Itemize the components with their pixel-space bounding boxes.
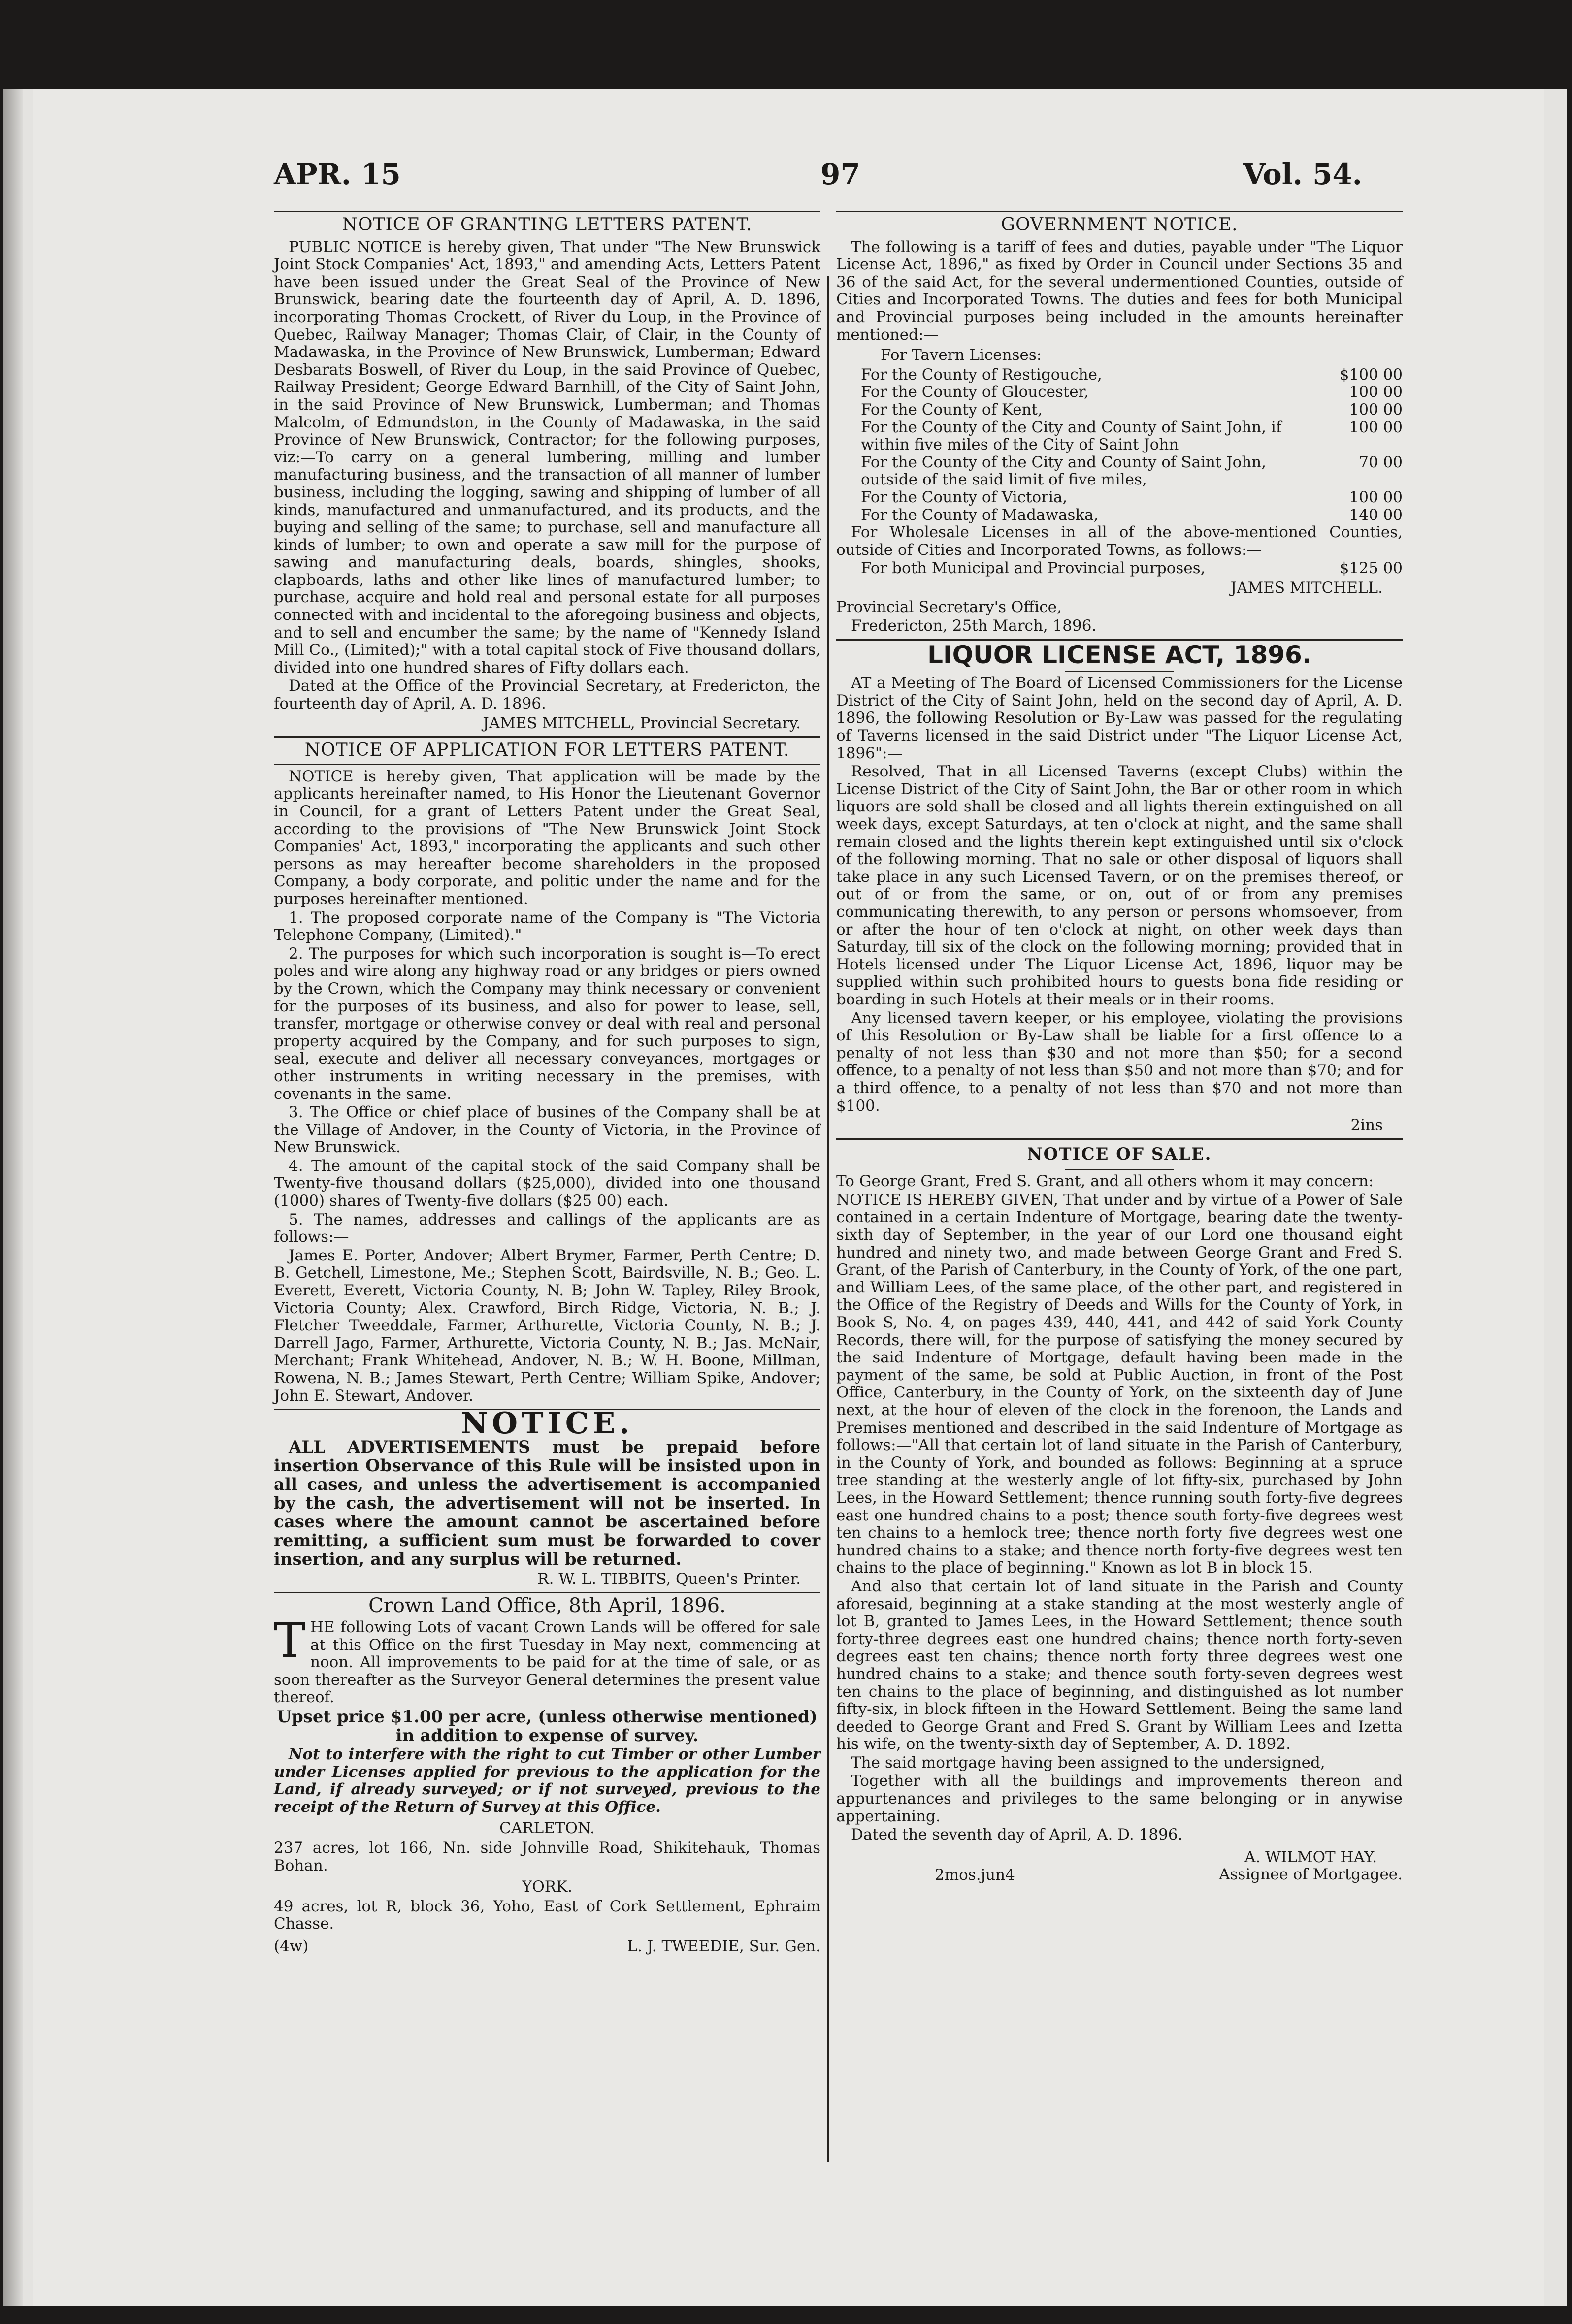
wholesale-label: For both Municipal and Provincial purposes, (861, 559, 1206, 578)
crown-land-signature: L. J. TWEEDIE, Sur. Gen. (627, 1937, 820, 1955)
page-number: 97 (820, 158, 860, 191)
crown-land-body (274, 1613, 820, 1707)
binding-shadow (3, 89, 23, 2306)
crown-land-text: HE following Lots of vacant Crown Lands will be offered for sale at this Office on the first Tuesday in May next, commencing at noon. All improvements to be paid for at the time of sale, or as soon thereafter as the Surveyor General determines the present value thereof. (274, 1618, 820, 1707)
government-intro: The following is a tariff of fees and duties, payable under "The Liquor License Act, 1896," as fixed by Order in Council under Sections 35 and 36 of the said Act, for the several undermentioned Counties, outside of Cities and Incorporated Towns. The duties and fees for both Municipal and Provincial purposes being included in the amounts hereinafter mentioned:— (836, 238, 1403, 344)
wholesale-amount: $125 00 (1339, 559, 1403, 578)
government-office-date: Fredericton, 25th March, 1896. (851, 617, 1097, 635)
letters-patent-signature: JAMES MITCHELL, Provincial Secretary. (483, 714, 801, 732)
tariff-label: For the County of Restigouche, (861, 365, 1102, 384)
sale-signature-block (1219, 1849, 1403, 1884)
column-divider (827, 276, 829, 2162)
tariff-label: For the County of the City and County of Saint John, if within five miles of the City of Saint John (861, 418, 1282, 454)
drop-cap: T (274, 1613, 306, 1668)
application-item-2: 2. The purposes for which such incorporation is sought is—To erect poles and wire along any highway road or any bridges or piers owned by the Crown, which the Company may think necessary or convenient for the purposes of its business, and also for power to lease, sell, transfer, mortgage or otherwise convey or deal with real and personal property acquired by the Company, and for such purposes to sign, seal, execute and deliver all necessary conveyances, mortgages or other instruments in writing necessary in the premises, with covenants in the same. (274, 944, 820, 1103)
tariff-amount: 100 00 (1349, 400, 1403, 419)
tavern-licenses-heading: For Tavern Licenses: (881, 346, 1042, 364)
letters-patent-body: PUBLIC NOTICE is hereby given, That under "The New Brunswick Joint Stock Companies' Act, 1893," and amending Acts, Letters Patent have been issued under the Great Seal of the Province of New Brunswick, bearing date the fourteenth day of April, A. D. 1896, incorporating Thomas Crockett, of River du Loup, in the Province of Quebec, Railway Manager; Thomas Clair, of Clair, in the County of Madawaska, in the Province of New Brunswick, Lumberman; Edward Desbarats Boswell, of River du Loup, in the said Province of Quebec, Railway President; George Edward Barnhill, of the City of Saint John, in the said Province of New Brunswick, Lumberman; and Thomas Malcolm, of Edmundston, in the County of Madawaska, in the said Province of New Brunswick, Contractor; for the following purposes, viz:—To carry on a general lumbering, milling and lumber manufacturing business, and the transaction of all manner of lumber business, including the logging, sawing and shipping of lumber of all kinds, manufactured and unmanufactured, and its products, and the buying and selling of the same; to purchase, sell and manufacture all kinds of lumber; to own and operate a saw mill for the purpose of sawing and manufacturing deals, boards, shingles, shooks, clapboards, laths and other like lines of manufactured lumber; to purchase, acquire and hold real and personal estate for all purposes connected with and incidental to the aforegoing business and objects, and to sell and encumber the same; by the name of "Kennedy Island Mill Co., (Limited);" with a total capital stock of Five thousand dollars, divided into one hundred shares of Fifty dollars each. (274, 238, 820, 677)
application-title: NOTICE OF APPLICATION FOR LETTERS PATENT. (304, 740, 790, 761)
application-item-4: 4. The amount of the capital stock of the said Company shall be Twenty-five thousand dollars ($25,000), divided into one thousand (1000) shares of Twenty-five dollars ($25 00) each. (274, 1157, 820, 1210)
notice-body: ALL ADVERTISEMENTS must be prepaid before insertion Observance of this Rule will be insisted upon in all cases, and unless the advertisement is accompanied by the cash, the advertisement will not be inserted. In cases where the amount cannot be ascertained before remitting, a sufficient sum must be forwarded to cover insertion, and any surplus will be returned. (274, 1437, 820, 1569)
wholesale-text: For Wholesale Licenses in all of the above-mentioned Counties, outside of Cities and Incorporated Towns, as follows:— (836, 523, 1403, 559)
tariff-row (861, 419, 1403, 454)
section-rule (274, 764, 820, 765)
letters-patent-title: NOTICE OF GRANTING LETTERS PATENT. (342, 215, 753, 235)
application-item-5: 5. The names, addresses and callings of the applicants are as follows:— (274, 1210, 820, 1246)
top-rule (274, 211, 820, 212)
sale-body-1: NOTICE IS HEREBY GIVEN, That under and by virtue of a Power of Sale contained in a certain Indenture of Mortgage, bearing date the twenty-sixth day of September, in the year of our Lord one thousand eight hundred and ninety two, and made between George Grant and Fred S. Grant, of the Parish of Canterbury, in the County of York, of the one part, and William Lees, of the same place, of the other part, and registered in the Office of the Registry of Deeds and Wills for the County of York, in Book S, No. 4, on pages 439, 440, 441, and 442 of said York County Records, there will, for the purpose of satisfying the money secured by the said Indenture of Mortgage, default having been made in the payment of the same, be sold at Public Auction, in front of the Post Office, Canterbury, in the County of York, on the sixteenth day of June next, at the hour of eleven of the clock in the forenoon, the Lands and Premises mentioned and described in the said Indenture of Mortgage as follows:—"All that certain lot of land situate in the Parish of Canterbury, in the County of York, and bounded as follows: Beginning at a spruce tree standing at the westerly angle of lot fifty-six, purchased by John Lees, in the Howard Settlement; thence running south forty-five degrees east one hundred chains to a post; thence south forty-five degrees west ten chains to a hemlock tree; thence north forty five degrees west one hundred chains to a stake; and thence north forty-five degrees west ten chains to the place of beginning." Known as lot B in block 15. (836, 1191, 1403, 1577)
page-header (274, 158, 1362, 212)
right-column (836, 207, 1403, 1889)
tariff-label: For the County of Victoria, (861, 488, 1068, 506)
section-rule (274, 1592, 820, 1593)
tariff-row (861, 507, 1403, 524)
tariff-amount: 70 00 (1359, 453, 1403, 471)
application-names: James E. Porter, Andover; Albert Brymer, Farmer, Perth Centre; D. B. Getchell, Limestone, Me.; Stephen Scott, Bairdsville, N. B.; Geo. L. Everett, Everett, Victoria County, N. B; John W. Tapley, Riley Brook, Victoria County; Alex. Crawford, Birch Ridge, Victoria, N. B.; J. Fletcher Tweeddale, Farmer, Arthurette, Victoria County, N. B.; J. Darrell Jago, Farmer, Arthurette, Victoria County, N. B.; Jas. McNair, Merchant; Frank Whitehead, Andover, N. B.; W. H. Boone, Millman, Rowena, N. B.; James Stewart, Perth Centre; William Spike, Andover; John E. Stewart, Andover. (274, 1246, 820, 1405)
notice-signature: R. W. L. TIBBITS, Queen's Printer. (537, 1570, 801, 1588)
crown-land-insertion: (4w) (274, 1937, 309, 1955)
crown-land-caution: Not to interfere with the right to cut Timber or other Lumber under Licenses applied for previous to the application for the Land, if already surveyed; or if not surveyed, previous to the receipt of the Return of Survey at this Office. (274, 1745, 820, 1816)
letters-patent-dated: Dated at the Office of the Provincial Secretary, at Fredericton, the fourteenth day of April, A. D. 1896. (274, 677, 820, 713)
sale-title: NOTICE OF SALE. (1027, 1144, 1212, 1164)
tariff-table (836, 366, 1403, 524)
tariff-row (861, 454, 1403, 489)
tariff-label: For the County of the City and County of Saint John, outside of the said limit of five miles, (861, 453, 1267, 489)
short-rule (1065, 671, 1174, 672)
liquor-penalty: Any licensed tavern keeper, or his employee, violating the provisions of this Resolution or By-Law shall be liable for a first offence to a penalty of not less than $30 and not more than $50; for a second offence, to a penalty of not less than $50 and not more than $70; and for a third offence, to a penalty of not less than $70 and not more than $100. (836, 1009, 1403, 1115)
government-office: Provincial Secretary's Office, (836, 598, 1062, 616)
application-intro: NOTICE is hereby given, That application will be made by the applicants hereinafter named, to His Honor the Lieutenant Governor in Council, for a grant of Letters Patent under the Great Seal, according to the provisions of "The New Brunswick Joint Stock Companies' Act, 1893," incorporating the applicants and such other persons as may hereafter become shareholders in the proposed Company, a body corporate, and politic under the name and for the purposes hereinafter mentioned. (274, 767, 820, 908)
lot-carleton: 237 acres, lot 166, Nn. side Johnville Road, Shikitehauk, Thomas Bohan. (274, 1839, 820, 1874)
header-date: APR. 15 (274, 158, 401, 191)
wholesale-row (861, 560, 1403, 578)
government-signature: JAMES MITCHELL. (1230, 579, 1383, 597)
crown-land-footer (274, 1938, 820, 1956)
left-column (274, 207, 820, 1960)
section-rule (836, 1138, 1403, 1140)
tariff-row (861, 489, 1403, 507)
lot-york: 49 acres, lot R, block 36, Yoho, East of Cork Settlement, Ephraim Chasse. (274, 1897, 820, 1933)
county-carleton: CARLETON. (499, 1819, 595, 1838)
tariff-amount: 140 00 (1349, 506, 1403, 524)
short-rule (1065, 1169, 1174, 1170)
sale-signature: A. WILMOT HAY. (1244, 1848, 1377, 1866)
crown-land-upset: Upset price $1.00 per acre, (unless otherwise mentioned) in addition to expense of survey. (277, 1707, 818, 1745)
liquor-resolved: Resolved, That in all Licensed Taverns (except Clubs) within the License District of the City of Saint John, the Bar or other room in which liquors are sold shall be closed and all lights therein extinguished on all week days, except Saturdays, at ten o'clock at night, and the same shall remain closed and the lights therein kept extinguished until six o'clock of the following morning. That no sale or other disposal of liquors shall take place in any such Licensed Tavern, or on the premises thereof, or out of or from the same, or on, out of or from any premises communicating therewith, to any person or persons whomsoever, from or after the hour of ten o'clock at night, on other week days than Saturday, till six of the clock on the following morning; provided that in Hotels licensed under The Liquor License Act, 1896, liquor may be supplied within such prohibited hours to guests bona fide residing or boarding in such Hotels at their meals or in their rooms. (836, 763, 1403, 1008)
tariff-label: For the County of Madawaska, (861, 506, 1099, 524)
sale-body-2: And also that certain lot of land situate in the Parish and County aforesaid, beginning at a stake standing at the most westerly angle of lot B, granted to James Lees, in the Howard Settlement; thence south forty-three degrees east one hundred chains; thence north forty-seven degrees east ten chains; thence north forty three degrees west one hundred chains to a stake; and thence south forty-seven degrees west ten chains to the place of beginning, and distinguished as lot number fifty-six, in block fifteen in the Howard Settlement. Being the same land deeded to George Grant and Fred S. Grant by William Lees and Izetta his wife, on the twenty-sixth day of September, A. D. 1892. (836, 1577, 1403, 1753)
sale-dated: Dated the seventh day of April, A. D. 1896. (851, 1826, 1183, 1844)
liquor-title: LIQUOR LICENSE ACT, 1896. (927, 640, 1311, 669)
tariff-amount: 100 00 (1349, 418, 1403, 436)
application-item-1: 1. The proposed corporate name of the Company is "The Victoria Telephone Company, (Limited)." (274, 908, 820, 944)
liquor-intro: AT a Meeting of The Board of Licensed Commissioners for the License District of the City of Saint John, held on the second day of April, A. D. 1896, the following Resolution or By-Law was passed for the regulating of Taverns licensed in the said District under "The Liquor License Act, 1896":— (836, 674, 1403, 762)
tariff-row (861, 384, 1403, 401)
sale-insertion: 2mos.jun4 (935, 1866, 1015, 1884)
tariff-amount: $100 00 (1339, 365, 1403, 384)
government-title: GOVERNMENT NOTICE. (1001, 215, 1238, 235)
application-item-3: 3. The Office or chief place of busines of the Company shall be at the Village of Andover, in the County of Victoria, in the Province of New Brunswick. (274, 1103, 820, 1157)
tariff-row (861, 366, 1403, 384)
tariff-label: For the County of Gloucester, (861, 383, 1089, 401)
page-background (3, 89, 1567, 2306)
sale-assigned: The said mortgage having been assigned to the undersigned, (851, 1753, 1325, 1772)
section-rule (274, 736, 820, 738)
sale-role: Assignee of Mortgagee. (1219, 1866, 1403, 1884)
tariff-label: For the County of Kent, (861, 400, 1043, 419)
tariff-amount: 100 00 (1349, 383, 1403, 401)
sale-footer (836, 1849, 1403, 1884)
sale-together: Together with all the buildings and improvements thereon and appurtenances and privileges to the same belonging or in anywise appertaining. (836, 1772, 1403, 1825)
liquor-insertion: 2ins (1350, 1116, 1383, 1134)
newspaper-sheet (33, 89, 1544, 2306)
sale-addressees: To George Grant, Fred S. Grant, and all others whom it may concern: (836, 1172, 1374, 1191)
notice-title: NOTICE. (460, 1406, 634, 1441)
tariff-row (861, 401, 1403, 419)
volume-number: Vol. 54. (1243, 158, 1362, 191)
tariff-amount: 100 00 (1349, 488, 1403, 506)
top-rule (836, 211, 1403, 212)
crown-land-title: Crown Land Office, 8th April, 1896. (368, 1594, 726, 1617)
county-york: YORK. (522, 1878, 573, 1896)
